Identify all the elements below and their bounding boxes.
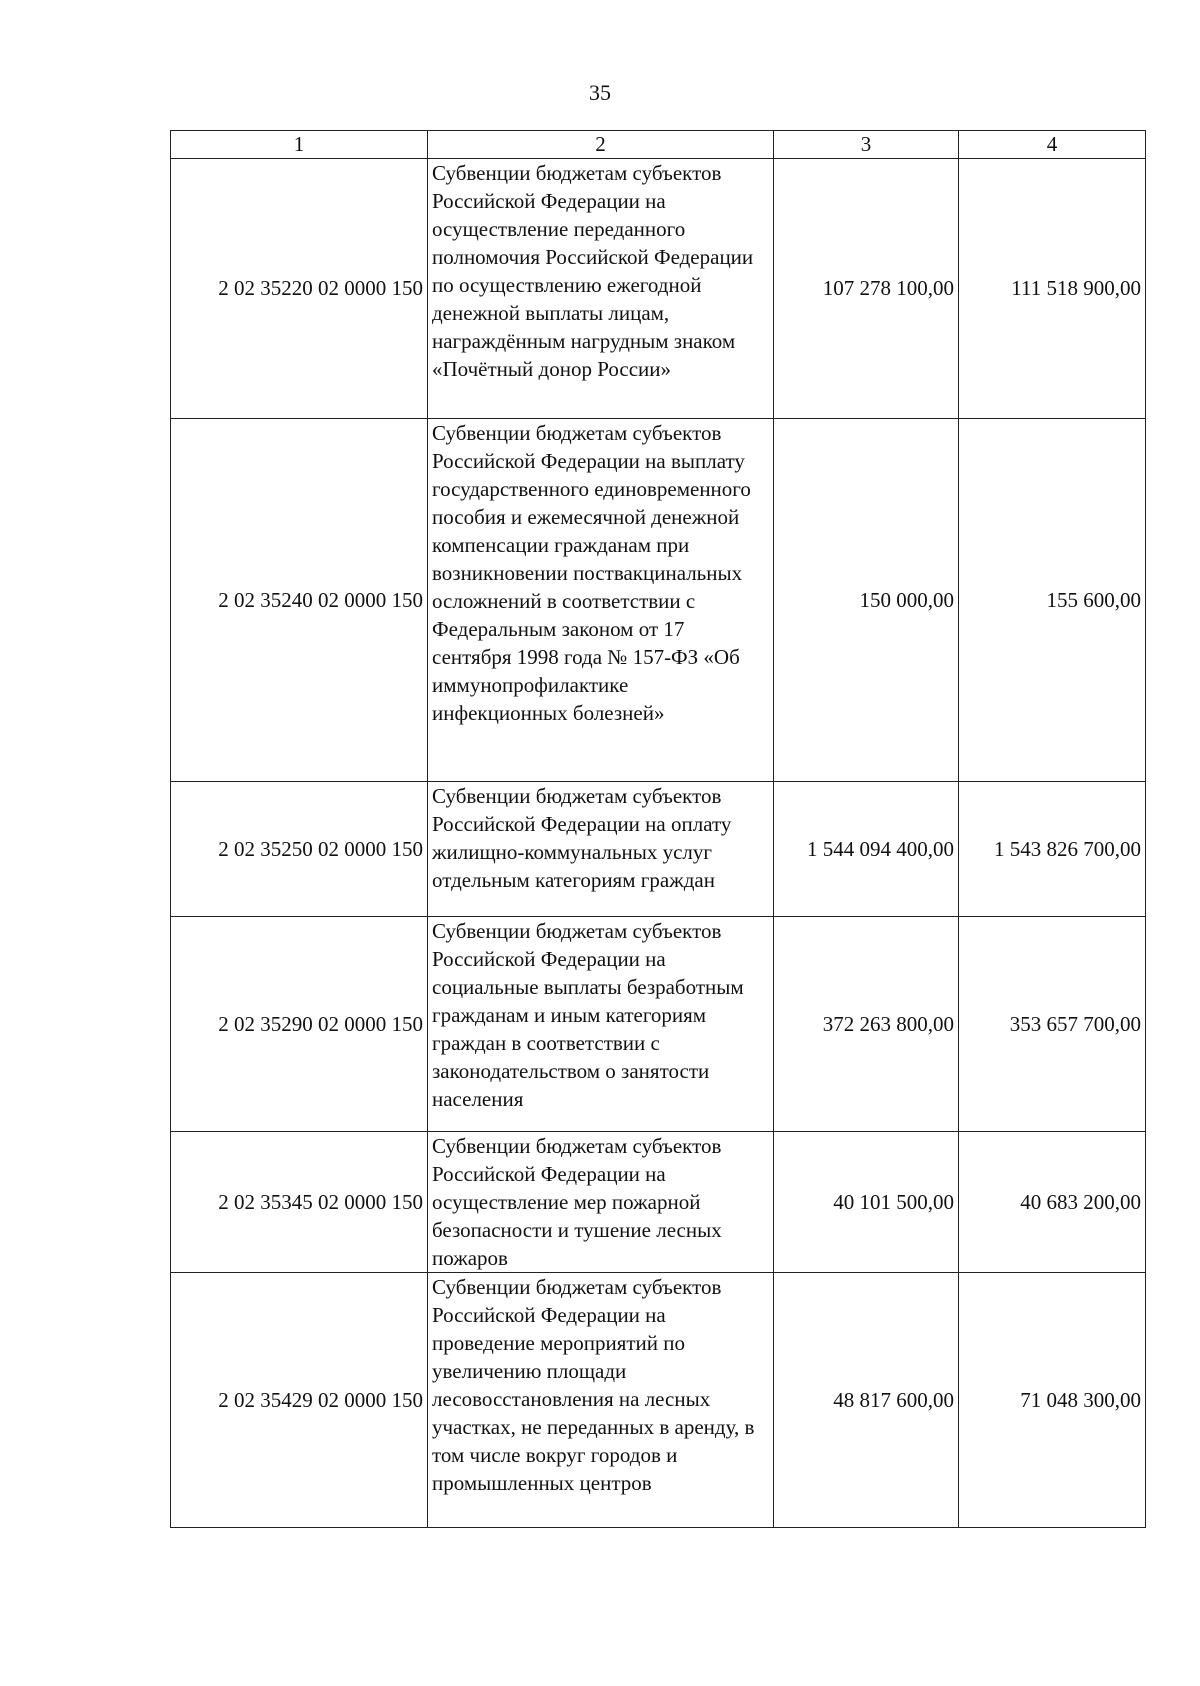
table-row [171, 782, 1146, 917]
table-row [171, 419, 1146, 782]
page-number: 35 [589, 80, 611, 105]
amount-cell-col3: 40 101 500,00 [774, 1132, 959, 1273]
amount-cell-col3: 150 000,00 [774, 419, 959, 782]
amount-cell-col4: 155 600,00 [959, 419, 1146, 782]
description-cell: Субвенции бюджетам субъектов Российской Федерации на социальные выплаты безработным гражданам и иным категориям граждан в соответствии с законодательством о занятости населения [428, 917, 774, 1132]
table-row [171, 917, 1146, 1132]
amount-cell-col4: 1 543 826 700,00 [959, 782, 1146, 917]
amount-cell-col3: 1 544 094 400,00 [774, 782, 959, 917]
description-cell: Субвенции бюджетам субъектов Российской Федерации на выплату государственного единовременного пособия и ежемесячной денежной компенсации гражданам при возникновении поствакцинальных осложнений в соответствии с Федеральным законом от 17 сентября 1998 года № 157-ФЗ «Об иммунопрофилактике инфекционных болезней» [428, 419, 774, 782]
table-header [171, 131, 1146, 159]
table-body [171, 159, 1146, 1528]
header-row [171, 131, 1146, 159]
amount-cell-col4: 111 518 900,00 [959, 159, 1146, 419]
column-header-2: 2 [428, 131, 774, 159]
column-header-1: 1 [171, 131, 428, 159]
column-header-4: 4 [959, 131, 1146, 159]
description-cell: Субвенции бюджетам субъектов Российской Федерации на осуществление мер пожарной безопасности и тушение лесных пожаров [428, 1132, 774, 1273]
column-header-3: 3 [774, 131, 959, 159]
amount-cell-col4: 353 657 700,00 [959, 917, 1146, 1132]
revenue-code-cell: 2 02 35429 02 0000 150 [171, 1273, 428, 1528]
revenue-code-cell: 2 02 35250 02 0000 150 [171, 782, 428, 917]
amount-cell-col3: 48 817 600,00 [774, 1273, 959, 1528]
amount-cell-col3: 107 278 100,00 [774, 159, 959, 419]
table-row [171, 1273, 1146, 1528]
revenue-code-cell: 2 02 35345 02 0000 150 [171, 1132, 428, 1273]
description-cell: Субвенции бюджетам субъектов Российской Федерации на осуществление переданного полномочия Российской Федерации по осуществлению ежегодной денежной выплаты лицам, награждённым нагрудным знаком «Почётный донор России» [428, 159, 774, 419]
revenue-code-cell: 2 02 35240 02 0000 150 [171, 419, 428, 782]
description-cell: Субвенции бюджетам субъектов Российской Федерации на проведение мероприятий по увеличению площади лесовосстановления на лесных участках, не переданных в аренду, в том числе вокруг городов и промышленных центров [428, 1273, 774, 1528]
budget-table [170, 130, 1146, 1528]
table-row [171, 1132, 1146, 1273]
revenue-code-cell: 2 02 35290 02 0000 150 [171, 917, 428, 1132]
amount-cell-col4: 40 683 200,00 [959, 1132, 1146, 1273]
amount-cell-col3: 372 263 800,00 [774, 917, 959, 1132]
description-cell: Субвенции бюджетам субъектов Российской Федерации на оплату жилищно-коммунальных услуг отдельным категориям граждан [428, 782, 774, 917]
table-row [171, 159, 1146, 419]
amount-cell-col4: 71 048 300,00 [959, 1273, 1146, 1528]
revenue-code-cell: 2 02 35220 02 0000 150 [171, 159, 428, 419]
